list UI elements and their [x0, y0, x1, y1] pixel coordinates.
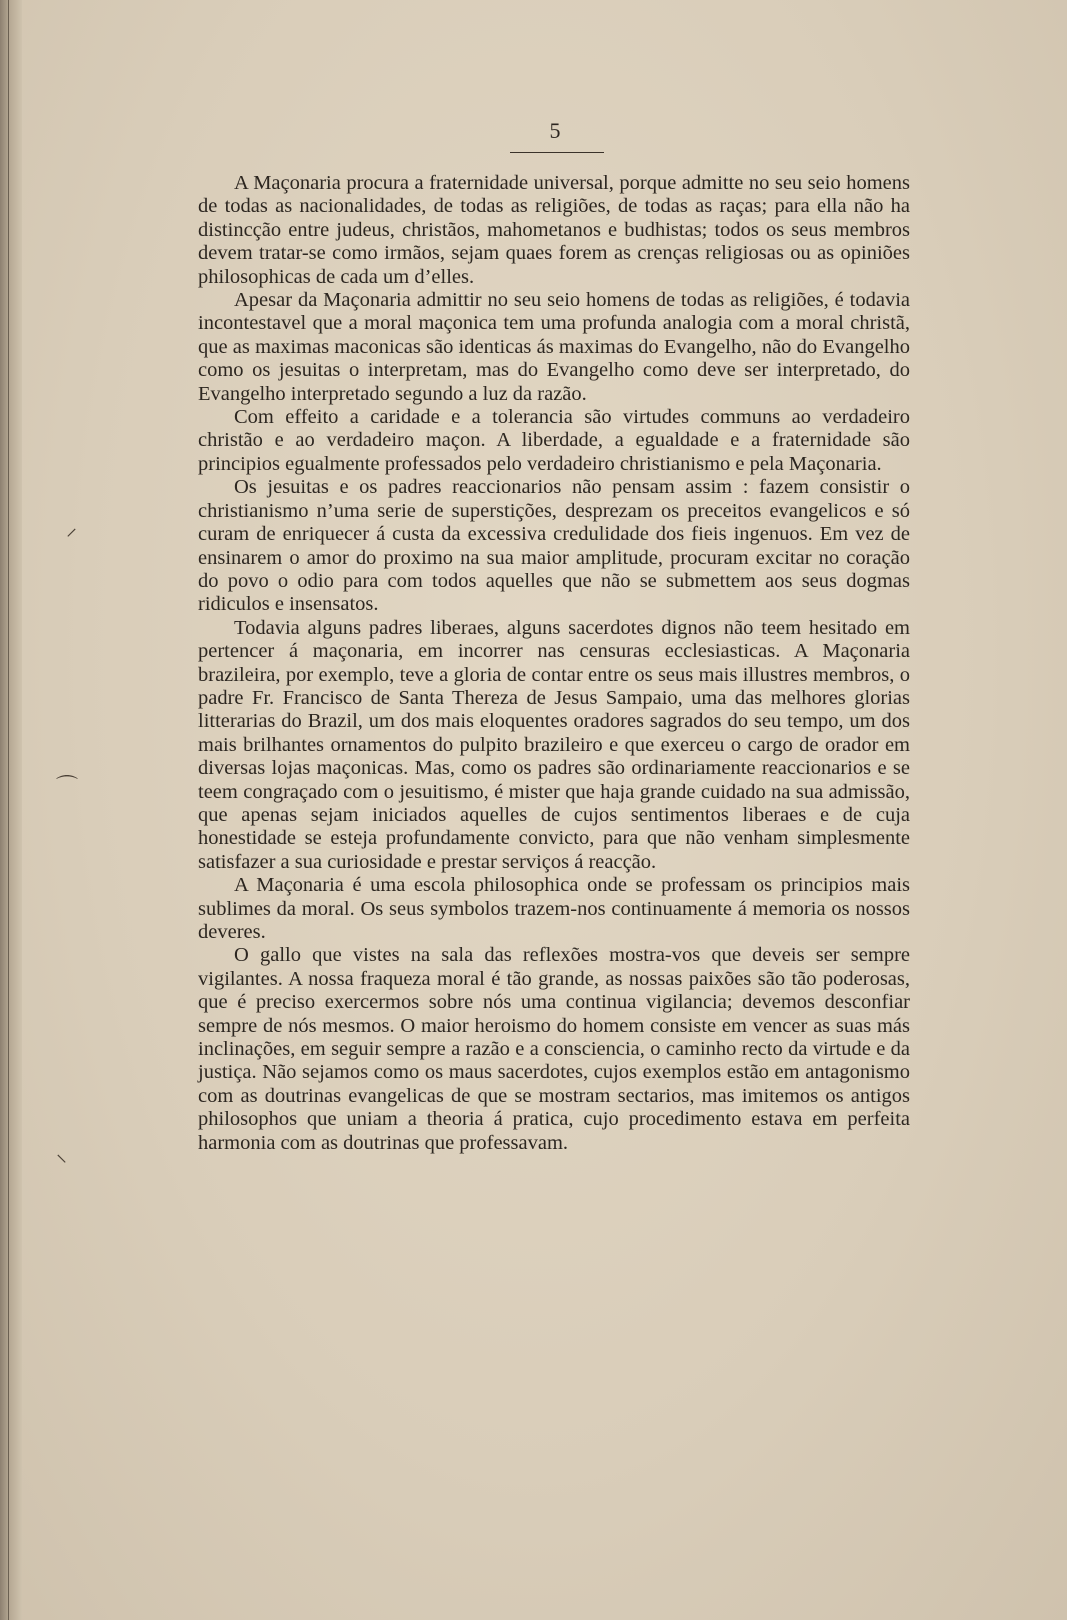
page-number-rule: [510, 152, 604, 153]
pencil-mark: ⸝: [66, 515, 78, 540]
paragraph: Todavia alguns padres liberaes, alguns sacerdotes dignos não teem hesitado em pertencer á maçonaria, em incorrer nas censuras ecclesiasticas. A Maçonaria brazileira, por exemplo, teve a gloria de contar entre os seus mais illustres membros, o padre Fr. Francisco de Santa Thereza de Jesus Sampaio, uma das melhores glorias litterarias do Brazil, um dos mais eloquentes oradores sagrados do seu tempo, um dos mais brilhantes ornamentos do pulpito brazileiro e que exerceu o cargo de orador em diversas lojas maçonicas. Mas, como os padres são ordinariamente reaccionarios e se teem congraçado com o jesuitismo, é mister que haja grande cuidado na sua admissão, que apenas sejam iniciados aquelles de cujos sentimentos liberaes e de cuja honestidade se esteja profundamente convicto, para que não venham simplesmente satisfazer a sua curiosidade e prestar serviços á reacção.: [198, 616, 910, 873]
paragraph: A Maçonaria procura a fraternidade universal, porque admitte no seu seio homens de todas as nacionalidades, de todas as religiões, de todas as raças; para ella não ha distincção entre judeus, christãos, mahometanos e budhistas; todos os seus membros devem tratar-se como irmãos, sejam quaes forem as crenças religiosas ou as opiniões philosophicas de cada um d’elles.: [198, 172, 910, 288]
paragraph: A Maçonaria é uma escola philosophica onde se professam os principios mais sublimes da moral. Os seus symbolos trazem-nos continuamente á memoria os nossos deveres.: [198, 874, 910, 943]
pencil-mark: ⌒: [56, 774, 79, 799]
pencil-mark: ⸜: [56, 1141, 68, 1166]
page-number: 5: [549, 118, 561, 143]
body-text: [198, 172, 910, 1155]
paragraph: Com effeito a caridade e a tolerancia são virtudes communs ao verdadeiro christão e ao verdadeiro maçon. A liberdade, a egualdade e a fraternidade são principios egualmente professados pelo verdadeiro christianismo e pela Maçonaria.: [198, 406, 910, 475]
paragraph: Os jesuitas e os padres reaccionarios não pensam assim : fazem consistir o christianismo n’uma serie de superstições, desprezam os preceitos evangelicos e só curam de enriquecer á custa da excessiva credulidade dos fieis ingenuos. Em vez de ensinarem o amor do proximo na sua maior amplitude, procuram excitar no coração do povo o odio para com todos aquelles que não se submettem aos seus dogmas ridiculos e insensatos.: [198, 476, 910, 616]
page-binding-edge: [0, 0, 22, 1620]
paragraph: Apesar da Maçonaria admittir no seu seio homens de todas as religiões, é todavia incontestavel que a moral maçonica tem uma profunda analogia com a moral christã, que as maximas maconicas são identicas ás maximas do Evangelho, não do Evangelho como os jesuitas o interpretam, mas do Evangelho como deve ser interpretado, do Evangelho interpretado segundo a luz da razão.: [198, 289, 910, 405]
paragraph: O gallo que vistes na sala das reflexões mostra-vos que deveis ser sempre vigilantes. A nossa fraqueza moral é tão grande, as nossas paixões são tão poderosas, que é preciso exercermos sobre nós uma continua vigilancia; devemos desconfiar sempre de nós mesmos. O maior heroismo do homem consiste em vencer as suas más inclinações, em seguir sempre a razão e a consciencia, o caminho recto da virtude e da justiça. Não sejamos como os maus sacerdotes, cujos exemplos estão em antagonismo com as doutrinas evangelicas de que se mostram sectarios, mas imitemos os antigos philosophos que uniam a theoria á pratica, cujo procedimento estava em perfeita harmonia com as doutrinas que professavam.: [198, 944, 910, 1154]
binding-line: [8, 0, 9, 1620]
